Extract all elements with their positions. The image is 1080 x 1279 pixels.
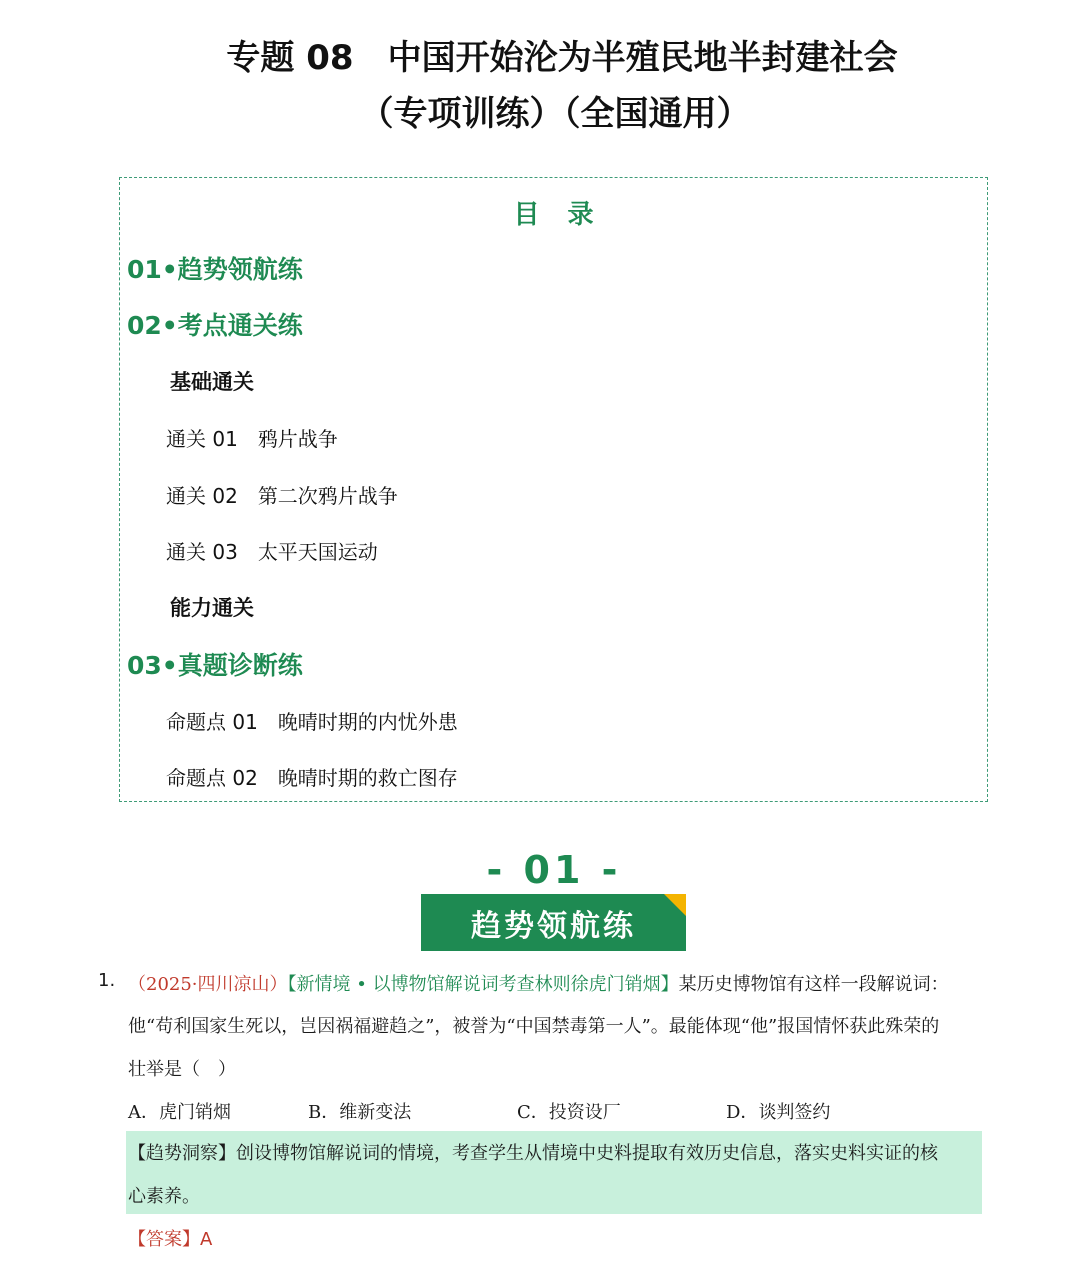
toc-item-num: 通关 01: [166, 427, 238, 451]
toc-item-num: 通关 02: [166, 484, 238, 508]
section-number: - 01 -: [486, 848, 622, 892]
toc-item-title: 晚晴时期的救亡图存: [277, 766, 458, 790]
option-b[interactable]: [308, 1098, 411, 1124]
page-title: 专题 08 中国开始沦为半殖民地半封建社会: [226, 38, 898, 78]
toc-group-basic[interactable]: 基础通关: [170, 370, 254, 394]
option-key: C．: [517, 1102, 549, 1123]
toc-item-title: 鸦片战争: [257, 427, 338, 451]
answer-label: 【答案】: [128, 1229, 200, 1250]
question-tag: 【新情境 • 以博物馆解说词考查林则徐虎门销烟】: [287, 974, 679, 995]
page-subtitle: （专项训练）（全国通用）: [359, 94, 751, 134]
question-stem-line3: 壮举是（ ）: [128, 1059, 236, 1080]
trend-insight-line2: 心素养。: [128, 1186, 200, 1207]
option-c[interactable]: [517, 1098, 621, 1124]
question-source: （2025·四川凉山）: [128, 974, 288, 995]
toc-item-title: 第二次鸦片战争: [257, 484, 398, 508]
toc-item[interactable]: [166, 480, 398, 509]
toc-item-num: 命题点 02: [166, 766, 258, 790]
option-text: 虎门销烟: [159, 1102, 231, 1123]
toc-section-01[interactable]: 01•趋势领航练: [127, 255, 303, 284]
section-banner-label: 趋势领航练: [471, 908, 636, 944]
options-row: [0, 1098, 1080, 1122]
question-stem-text: 某历史博物馆有这样一段解说词：: [678, 974, 949, 995]
toc-heading: 目录: [513, 200, 622, 230]
toc-section-02[interactable]: 02•考点通关练: [127, 311, 303, 340]
toc-item-title: 太平天国运动: [257, 540, 378, 564]
toc-item[interactable]: [166, 706, 458, 735]
option-text: 维新变法: [339, 1102, 412, 1123]
toc-item[interactable]: [166, 762, 458, 791]
toc-item-num: 通关 03: [166, 540, 238, 564]
question-stem-line2: 他“苟利国家生死以，岂因祸福避趋之”，被誉为“中国禁毒第一人”。最能体现“他”报国情怀获此殊荣的: [128, 1016, 940, 1037]
answer-value: A: [200, 1229, 213, 1250]
question-stem-line1: [128, 970, 949, 996]
option-key: B．: [308, 1102, 340, 1123]
option-text: 谈判签约: [758, 1102, 831, 1123]
toc-group-ability[interactable]: 能力通关: [170, 596, 254, 620]
toc-item[interactable]: [166, 536, 378, 565]
toc-item-num: 命题点 01: [166, 710, 258, 734]
option-a[interactable]: [128, 1098, 231, 1124]
toc-item-title: 晚晴时期的内忧外患: [277, 710, 458, 734]
toc-item[interactable]: [166, 423, 338, 452]
toc-section-03[interactable]: 03•真题诊断练: [127, 651, 303, 680]
option-key: D．: [726, 1102, 759, 1123]
option-key: A．: [128, 1102, 159, 1123]
option-d[interactable]: [726, 1098, 830, 1124]
trend-insight-box: [126, 1131, 982, 1214]
question-number: 1.: [98, 970, 116, 991]
table-of-contents: [119, 177, 988, 802]
option-text: 投资设厂: [548, 1102, 621, 1123]
trend-insight-line1: 【趋势洞察】创设博物馆解说词的情境，考查学生从情境中史料提取有效历史信息，落实史料实证的核: [128, 1143, 938, 1164]
section-banner: [421, 894, 686, 951]
answer: [128, 1225, 212, 1251]
